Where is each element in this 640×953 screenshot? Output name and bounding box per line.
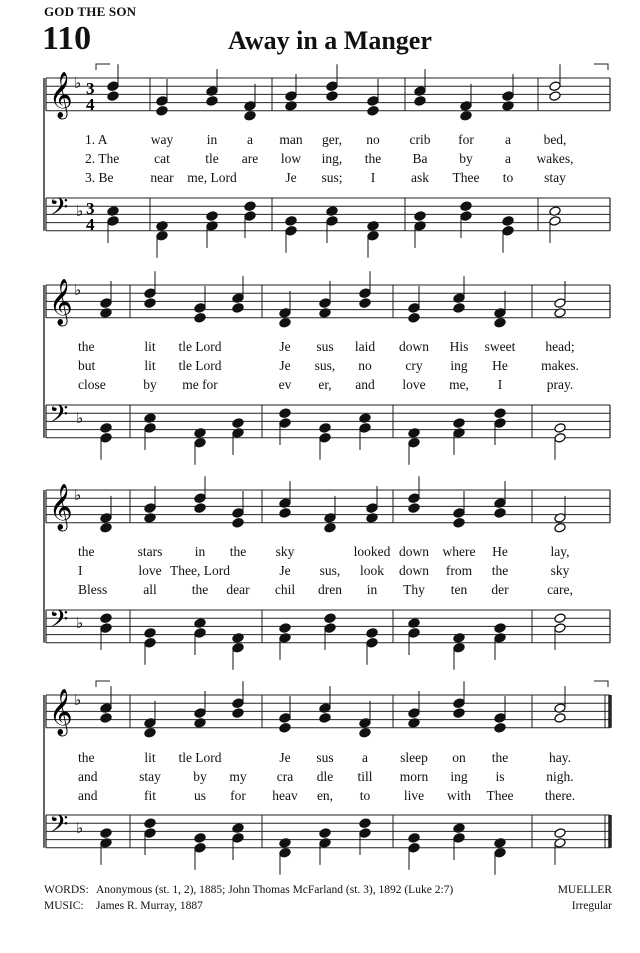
lyric-line (0, 151, 640, 169)
lyric-syllable: wakes, (536, 151, 574, 166)
note-head (494, 418, 506, 429)
note-head (232, 303, 244, 314)
time-signature: 4 (86, 215, 95, 234)
lyric-syllable: low (280, 151, 302, 166)
bass-clef: 𝄢 (49, 400, 69, 435)
lyric-syllable: the (78, 750, 95, 765)
repeat-bracket (96, 681, 110, 687)
note-head (244, 201, 256, 212)
note-head (206, 211, 218, 222)
lyric-syllable: down (399, 544, 429, 559)
lyric-syllable: us (193, 788, 207, 803)
note-head (194, 628, 206, 639)
flat-sign: ♭ (76, 614, 84, 632)
lyric-syllable: Thee (452, 170, 480, 185)
lyric-syllable: Thee, Lord (170, 563, 230, 578)
note-head (408, 493, 420, 504)
lyric-syllable: chil (274, 582, 296, 597)
note-head (326, 91, 338, 102)
note-head (279, 623, 291, 634)
lyric-syllable: sky (550, 563, 570, 578)
lyric-syllable: and (78, 788, 98, 803)
lyric-syllable: He (492, 358, 508, 373)
note-head (324, 613, 336, 624)
lyric-syllable: love (138, 563, 162, 578)
credits (44, 882, 453, 914)
lyric-syllable: man (279, 132, 303, 147)
lyric-syllable: where (442, 544, 476, 559)
lyric-syllable: Thee (486, 788, 514, 803)
lyric-syllable: ask (411, 170, 429, 185)
lyric-syllable: der (491, 582, 509, 597)
lyric-syllable: sus (316, 750, 334, 765)
note-head (502, 216, 514, 227)
note-head (366, 628, 378, 639)
note-head (279, 508, 291, 519)
lyric-syllable: in (194, 544, 206, 559)
note-head (156, 105, 168, 116)
note-head (460, 201, 472, 212)
note-head (502, 91, 514, 102)
note-head (494, 847, 506, 858)
lyric-syllable: look (359, 563, 385, 578)
note-head (366, 637, 378, 648)
lyric-syllable: stay (544, 170, 566, 185)
lyric-syllable: by (459, 151, 473, 166)
lyric-syllable: by (193, 769, 207, 784)
lyric-syllable: a (247, 132, 253, 147)
lyric-line (0, 377, 640, 395)
note-head (144, 727, 156, 738)
note-head (319, 828, 331, 839)
tune-name: MUELLER (557, 884, 612, 896)
flat-sign: ♭ (74, 74, 82, 92)
note-head (494, 722, 506, 733)
lyric-syllable: 2. The (85, 151, 120, 166)
treble-clef: 𝄞 (49, 279, 73, 325)
lyric-syllable: in (206, 132, 218, 147)
lyric-syllable: head; (545, 339, 575, 354)
note-head (285, 216, 297, 227)
note-head (232, 698, 244, 709)
hymn-number: 110 (42, 20, 92, 57)
note-head (285, 91, 297, 102)
note-head (144, 818, 156, 829)
lyric-line (0, 788, 640, 806)
section-label: GOD THE SON (44, 4, 137, 19)
lyric-syllable: sweet (484, 339, 516, 354)
time-signature: 4 (86, 95, 95, 114)
note-head (453, 508, 465, 519)
repeat-bracket (594, 64, 608, 70)
lyric-syllable: I (78, 563, 83, 578)
lyric-syllable: a (362, 750, 368, 765)
time-signature: 3 (86, 79, 95, 98)
lyric-syllable: with (446, 788, 472, 803)
bass-clef: 𝄢 (49, 810, 69, 845)
note-head (144, 298, 156, 309)
note-head (232, 508, 244, 519)
lyric-syllable: ing (450, 769, 468, 784)
lyric-syllable: bed, (543, 132, 567, 147)
lyric-syllable: sus, (314, 358, 336, 373)
lyric-syllable: dear (226, 582, 250, 597)
flat-sign: ♭ (74, 486, 82, 504)
lyric-syllable: nigh. (546, 769, 574, 784)
note-head (554, 623, 566, 634)
note-head (494, 508, 506, 519)
note-head (279, 713, 291, 724)
note-head (279, 722, 291, 733)
lyric-syllable: Bless (78, 582, 108, 597)
note-head (359, 298, 371, 309)
note-head (408, 437, 420, 448)
note-head (554, 432, 566, 443)
note-head (494, 713, 506, 724)
lyric-syllable: heav (272, 788, 298, 803)
note-head (244, 110, 256, 121)
lyric-syllable: lit (144, 358, 156, 373)
lyric-syllable: stay (139, 769, 161, 784)
lyric-syllable: lit (144, 339, 156, 354)
note-head (554, 828, 566, 839)
note-head (494, 408, 506, 419)
lyric-syllable: no (366, 132, 380, 147)
lyric-syllable: down (399, 339, 429, 354)
lyric-syllable: close (78, 377, 106, 392)
note-head (453, 642, 465, 653)
note-head (549, 81, 561, 92)
note-head (408, 628, 420, 639)
note-head (100, 613, 112, 624)
note-head (156, 96, 168, 107)
note-head (232, 708, 244, 719)
lyric-syllable: cra (276, 769, 294, 784)
note-head (367, 105, 379, 116)
note-head (279, 408, 291, 419)
note-head (232, 517, 244, 528)
note-head (144, 637, 156, 648)
note-head (144, 503, 156, 514)
lyric-syllable: the (491, 750, 509, 765)
lyric-syllable: me for (182, 377, 218, 392)
lyric-syllable: en, (316, 788, 334, 803)
note-head (100, 828, 112, 839)
lyric-syllable: on (452, 750, 466, 765)
lyric-syllable: ing (450, 358, 468, 373)
lyric-syllable: I (370, 170, 376, 185)
flat-sign: ♭ (76, 819, 84, 837)
lyric-syllable: dle (316, 769, 334, 784)
lyric-syllable: by (143, 377, 157, 392)
note-head (366, 503, 378, 514)
note-head (244, 211, 256, 222)
lyric-syllable: tle Lord (178, 750, 222, 765)
lyric-syllable: ger, (321, 132, 343, 147)
flat-sign: ♭ (76, 409, 84, 427)
lyric-syllable: laid (354, 339, 376, 354)
note-head (156, 230, 168, 241)
meter: Irregular (571, 900, 612, 912)
note-head (319, 298, 331, 309)
note-head (319, 713, 331, 724)
words-credit: WORDS: Anonymous (st. 1, 2), 1885; John Thomas McFarland (st. 3), 1892 (Luke 2:7) (44, 884, 454, 896)
note-head (194, 312, 206, 323)
note-head (324, 623, 336, 634)
note-head (319, 432, 331, 443)
note-head (194, 708, 206, 719)
lyric-syllable: care, (547, 582, 573, 597)
note-head (453, 418, 465, 429)
lyric-syllable: He (492, 544, 508, 559)
note-head (100, 522, 112, 533)
note-head (194, 842, 206, 853)
note-head (194, 303, 206, 314)
lyric-syllable: His (449, 339, 469, 354)
note-head (453, 517, 465, 528)
lyric-syllable: Je (279, 750, 291, 765)
lyric-syllable: stars (137, 544, 163, 559)
bass-clef: 𝄢 (49, 193, 69, 228)
lyric-syllable: the (78, 544, 95, 559)
note-head (326, 216, 338, 227)
lyric-line (0, 170, 640, 188)
bass-clef: 𝄢 (49, 605, 69, 640)
note-head (100, 432, 112, 443)
note-head (408, 503, 420, 514)
lyric-syllable: ten (450, 582, 468, 597)
note-head (460, 110, 472, 121)
lyric-line (0, 339, 640, 357)
note-head (279, 317, 291, 328)
lyric-syllable: for (458, 132, 474, 147)
lyric-syllable: and (78, 769, 98, 784)
note-head (326, 81, 338, 92)
note-head (194, 437, 206, 448)
note-head (100, 423, 112, 434)
lyric-syllable: in (366, 582, 378, 597)
note-head (554, 613, 566, 624)
lyric-syllable: love (402, 377, 426, 392)
note-head (232, 418, 244, 429)
note-head (494, 317, 506, 328)
lyric-syllable: a (505, 151, 511, 166)
note-head (549, 91, 561, 102)
hymn-title: Away in a Manger (228, 26, 432, 55)
lyric-syllable: the (364, 151, 382, 166)
note-head (319, 423, 331, 434)
lyric-line (0, 358, 640, 376)
note-head (279, 847, 291, 858)
time-signature: 3 (86, 199, 95, 218)
music-credit: MUSIC: James R. Murray, 1887 (44, 900, 203, 912)
lyric-line (0, 769, 640, 787)
note-head (194, 503, 206, 514)
note-head (554, 713, 566, 724)
lyric-syllable: my (229, 769, 247, 784)
note-head (285, 225, 297, 236)
note-head (453, 833, 465, 844)
lyric-syllable: the (229, 544, 247, 559)
lyric-syllable: ing, (321, 151, 343, 166)
lyric-syllable: pray. (546, 377, 574, 392)
lyric-syllable: lit (144, 750, 156, 765)
note-head (494, 623, 506, 634)
note-head (408, 303, 420, 314)
lyric-syllable: ev (278, 377, 292, 392)
lyric-syllable: and (355, 377, 375, 392)
lyric-syllable: tle (205, 151, 219, 166)
lyric-syllable: 1. A (85, 132, 108, 147)
note-head (549, 216, 561, 227)
note-head (144, 288, 156, 299)
lyric-syllable: looked (353, 544, 391, 559)
lyric-syllable: me, (449, 377, 469, 392)
note-head (453, 303, 465, 314)
lyric-line (0, 563, 640, 581)
lyric-syllable: tle Lord (178, 339, 222, 354)
note-head (453, 698, 465, 709)
note-head (144, 628, 156, 639)
note-head (359, 828, 371, 839)
note-head (359, 818, 371, 829)
lyric-syllable: sleep (400, 750, 428, 765)
flat-sign: ♭ (74, 281, 82, 299)
note-head (279, 418, 291, 429)
lyric-line (0, 544, 640, 562)
note-head (107, 91, 119, 102)
lyric-syllable: the (78, 339, 95, 354)
lyric-syllable: till (357, 769, 373, 784)
lyric-syllable: 3. Be (85, 170, 114, 185)
note-head (324, 522, 336, 533)
lyric-syllable: no (358, 358, 372, 373)
lyric-syllable: me, Lord (187, 170, 237, 185)
lyric-line (0, 132, 640, 150)
note-head (554, 423, 566, 434)
note-head (502, 225, 514, 236)
note-head (107, 216, 119, 227)
note-head (100, 623, 112, 634)
lyric-syllable: crib (409, 132, 431, 147)
lyric-syllable: lay, (550, 544, 570, 559)
flat-sign: ♭ (74, 691, 82, 709)
note-head (408, 842, 420, 853)
note-head (144, 828, 156, 839)
lyric-syllable: hay. (549, 750, 571, 765)
lyric-syllable: but (78, 358, 96, 373)
note-head (194, 833, 206, 844)
note-head (359, 423, 371, 434)
tune-info (558, 882, 612, 914)
lyric-syllable: all (143, 582, 157, 597)
note-head (367, 230, 379, 241)
lyric-syllable: Je (285, 170, 297, 185)
lyric-syllable: fit (144, 788, 156, 803)
lyric-syllable: from (445, 563, 473, 578)
note-head (408, 708, 420, 719)
lyric-syllable: cat (154, 151, 170, 166)
note-head (408, 312, 420, 323)
lyric-syllable: Je (279, 339, 291, 354)
lyric-syllable: Thy (403, 582, 425, 597)
lyric-syllable: to (502, 170, 514, 185)
lyric-syllable: near (150, 170, 174, 185)
lyric-syllable: cry (405, 358, 423, 373)
note-head (367, 96, 379, 107)
lyric-syllable: are (241, 151, 259, 166)
note-head (144, 423, 156, 434)
lyric-syllable: dren (318, 582, 342, 597)
note-head (460, 211, 472, 222)
note-head (453, 708, 465, 719)
lyric-syllable: the (191, 582, 209, 597)
lyric-syllable: morn (399, 769, 429, 784)
lyric-syllable: down (399, 563, 429, 578)
note-head (414, 96, 426, 107)
lyric-syllable: makes. (541, 358, 579, 373)
treble-clef: 𝄞 (49, 72, 73, 118)
lyric-syllable: way (150, 132, 174, 147)
note-head (414, 211, 426, 222)
lyric-syllable: for (230, 788, 246, 803)
note-head (408, 833, 420, 844)
repeat-bracket (96, 64, 110, 70)
lyric-syllable: Je (279, 563, 291, 578)
lyric-syllable: live (403, 788, 425, 803)
treble-clef: 𝄞 (49, 689, 73, 735)
note-head (359, 727, 371, 738)
lyric-syllable: sus, (319, 563, 341, 578)
note-head (100, 298, 112, 309)
lyric-syllable: sus (316, 339, 334, 354)
note-head (232, 833, 244, 844)
lyric-syllable: a (505, 132, 511, 147)
lyric-syllable: is (495, 769, 505, 784)
note-head (194, 493, 206, 504)
lyric-syllable: the (491, 563, 509, 578)
lyric-line (0, 582, 640, 600)
flat-sign: ♭ (76, 202, 84, 220)
note-head (100, 713, 112, 724)
treble-clef: 𝄞 (49, 484, 73, 530)
note-head (232, 642, 244, 653)
lyric-syllable: I (497, 377, 503, 392)
lyric-syllable: to (359, 788, 371, 803)
lyric-syllable: tle Lord (178, 358, 222, 373)
lyric-line (0, 750, 640, 768)
lyric-syllable: there. (544, 788, 576, 803)
note-head (107, 81, 119, 92)
lyric-syllable: sus; (321, 170, 343, 185)
note-head (554, 298, 566, 309)
note-head (554, 522, 566, 533)
lyric-syllable: sky (275, 544, 295, 559)
note-head (206, 96, 218, 107)
lyric-syllable: er, (318, 377, 332, 392)
repeat-bracket (594, 681, 608, 687)
lyric-syllable: Ba (412, 151, 428, 166)
lyric-syllable: Je (279, 358, 291, 373)
note-head (359, 288, 371, 299)
